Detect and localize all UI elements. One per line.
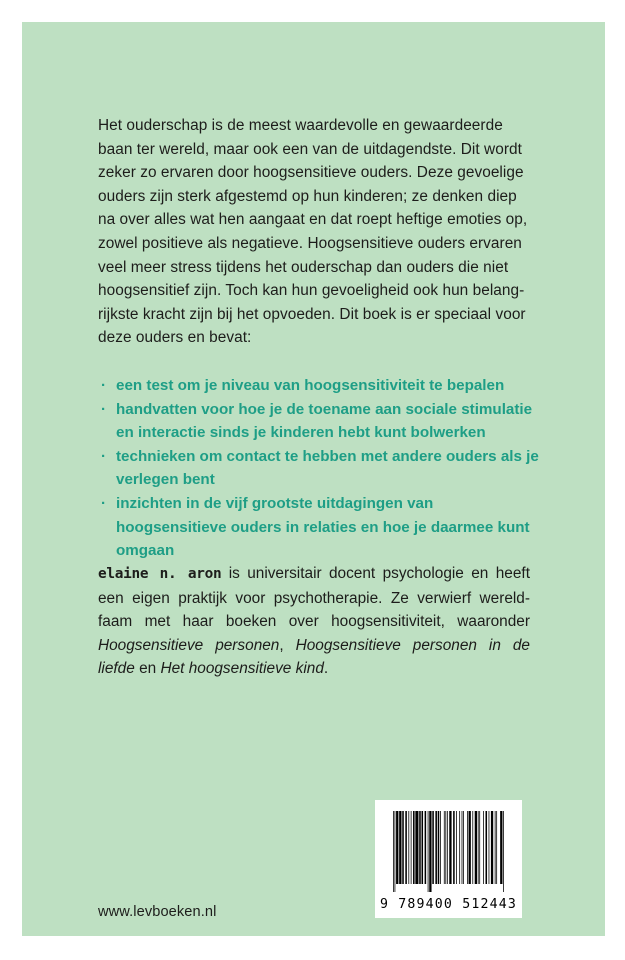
list-item-label: inzichten in de vijf grootste uitdagingen van hoogsensitieve ouders in relaties en hoe je daarmee kunt omgaan [116, 494, 530, 560]
barcode-digits: 9 789400 512443 [379, 897, 518, 912]
list-item [98, 445, 540, 492]
intro-text: Het ouderschap is de meest waardevolle en gewaardeerde baan ter wereld, maar ook een van de uitdagendste. Dit wordt zeker zo ervaren door hoogsensitieve ouders. Deze gevoelige ouders zijn sterk afgestemd op hun kinderen; ze denken diep na over alles wat hen aangaat en dat roept heftige emoties op, zowel positieve als negatieve. Hoogsensitieve ouders ervaren veel meer stress tijdens het ouderschap dan ouders die niet hoogsensitief zijn. Toch kan hun gevoeligheid ook hun belang-rijkste kracht zijn bij het opvoeden. Dit boek is er speciaal voor deze ouders en bevat: [98, 117, 528, 347]
book-back-cover [22, 22, 605, 936]
author-bio-body: is universitair docent psychologie en heeft een eigen praktijk voor psychotherapie. Ze verwierf wereld-faam met haar boeken over hoogsensitiviteit, waaronder [98, 565, 530, 631]
list-item [98, 374, 540, 398]
bullet-icon: · [101, 494, 107, 512]
feature-list [98, 374, 540, 563]
book-title-3: Het hoogsensitieve kind [160, 660, 324, 678]
bio-separator-1: , [279, 636, 296, 654]
author-name: elaine n. aron [98, 566, 222, 582]
bio-separator-2: en [134, 660, 161, 678]
list-item-label: handvatten voor hoe je de toename aan sociale stimulatie en interactie sinds je kinderen hebt kunt bolwerken [116, 400, 533, 442]
book-title-2: Hoogsensitieve personen in de liefde [98, 636, 530, 678]
list-item [98, 492, 540, 563]
bullet-icon: · [101, 447, 107, 465]
bullet-icon: · [101, 377, 107, 394]
list-item [98, 398, 540, 445]
bio-end: . [323, 660, 329, 678]
author-bio [98, 562, 530, 681]
list-item-label: een test om je niveau van hoogsensitiviteit te bepalen [116, 377, 505, 394]
bullet-icon: · [101, 400, 107, 418]
barcode [375, 800, 522, 918]
book-title-1: Hoogsensitieve personen [98, 636, 280, 654]
publisher-website[interactable]: www.levboeken.nl [98, 904, 217, 920]
intro-paragraph [98, 114, 530, 350]
list-item-label: technieken om contact te hebben met andere ouders als je verlegen bent [116, 447, 539, 489]
author-bio-text [98, 562, 530, 681]
